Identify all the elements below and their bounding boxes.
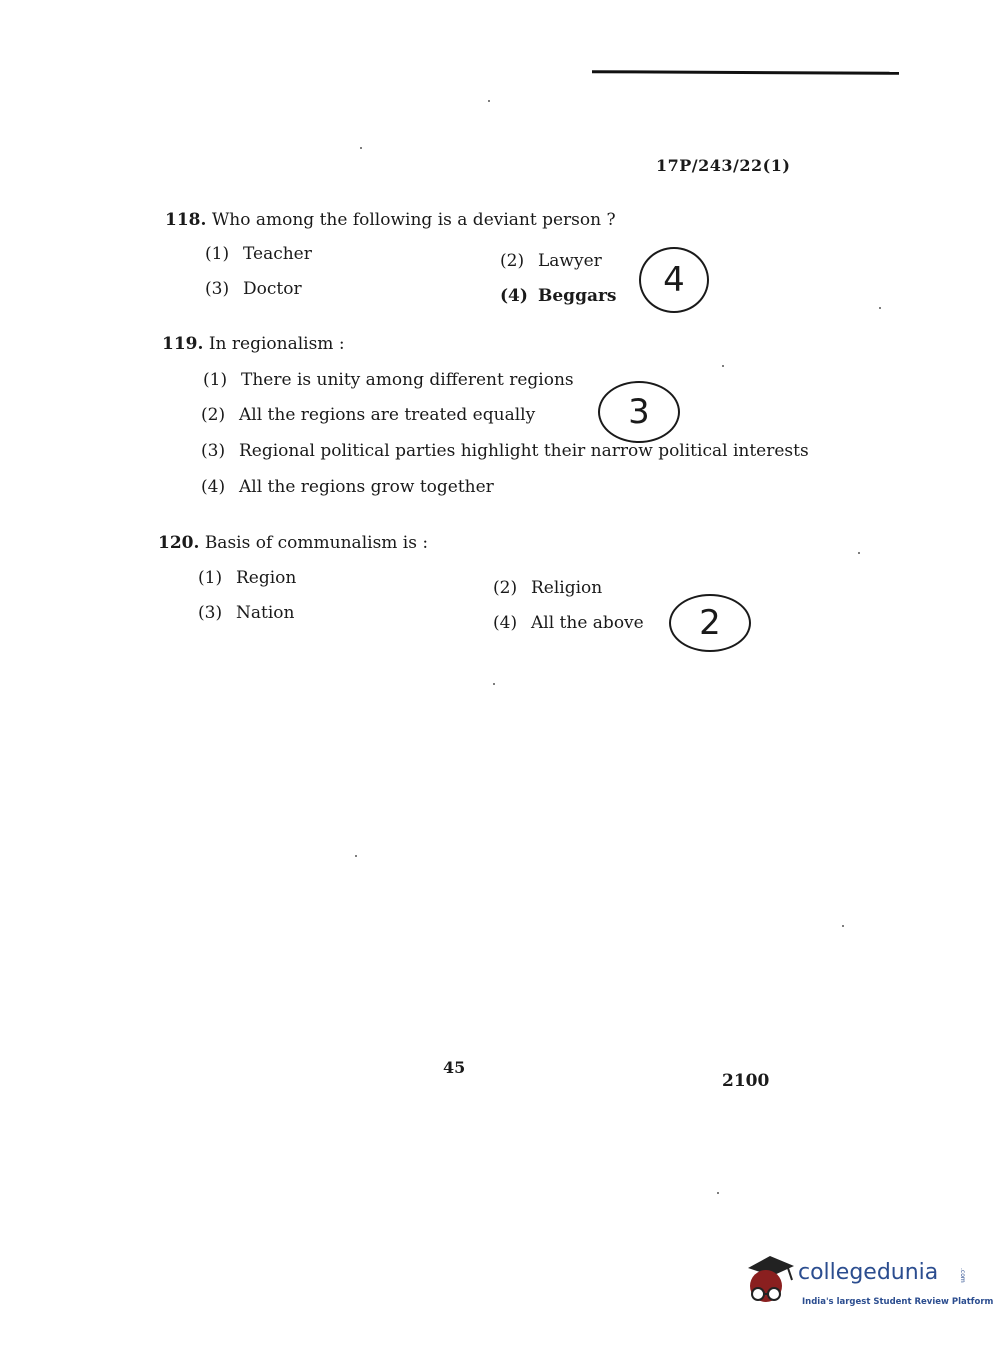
- brand-name: collegedunia: [798, 1260, 939, 1285]
- top-rule: [592, 70, 899, 75]
- option-number: (4): [500, 286, 528, 306]
- option-119-3: [201, 441, 809, 461]
- scan-speck: [355, 855, 357, 857]
- option-text: Lawyer: [538, 251, 602, 271]
- option-text: Beggars: [538, 286, 617, 306]
- option-text: All the regions grow together: [239, 477, 494, 497]
- scan-speck: [879, 307, 881, 309]
- scan-speck: [717, 1192, 719, 1194]
- copy-count: 2100: [722, 1071, 770, 1091]
- option-120-3: [198, 603, 294, 623]
- option-number: (2): [500, 251, 525, 271]
- handwritten-answer-circle: [639, 247, 709, 313]
- question-number: 119.: [162, 334, 204, 354]
- option-text: Regional political parties highlight their narrow political interests: [239, 441, 809, 461]
- option-118-2: [500, 251, 602, 271]
- option-number: (3): [198, 603, 223, 623]
- option-118-3: [205, 279, 302, 299]
- option-118-4: [500, 286, 617, 306]
- question-text: In regionalism :: [208, 334, 345, 354]
- option-text: All the regions are treated equally: [239, 405, 536, 425]
- option-number: (3): [205, 279, 230, 299]
- option-120-1: [198, 568, 296, 588]
- mascot-icon: [742, 1250, 798, 1310]
- option-number: (4): [493, 613, 518, 633]
- scan-speck: [488, 100, 490, 102]
- option-120-4: [493, 613, 644, 633]
- option-text: Region: [236, 568, 297, 588]
- scan-speck: [722, 365, 724, 367]
- option-number: (1): [205, 244, 230, 264]
- option-120-2: [493, 578, 602, 598]
- brand-tagline: India's largest Student Review Platform: [802, 1297, 994, 1307]
- option-text: Religion: [531, 578, 603, 598]
- option-text: There is unity among different regions: [241, 370, 574, 390]
- handwritten-answer-circle: [598, 381, 680, 443]
- option-text: Nation: [236, 603, 295, 623]
- option-number: (1): [198, 568, 223, 588]
- brand-suffix: .com: [959, 1268, 966, 1283]
- option-text: Doctor: [243, 279, 302, 299]
- option-119-2: [201, 405, 535, 425]
- option-119-4: [201, 477, 494, 497]
- handwritten-answer: 4: [663, 260, 685, 300]
- option-text: All the above: [531, 613, 644, 633]
- handwritten-answer-circle: [669, 594, 751, 652]
- question-number: 118.: [165, 210, 207, 230]
- question-text: Who among the following is a deviant person ?: [211, 210, 616, 230]
- scan-speck: [842, 925, 844, 927]
- option-number: (3): [201, 441, 226, 461]
- page-number: 45: [443, 1058, 466, 1077]
- question-text: Basis of communalism is :: [204, 533, 429, 553]
- option-text: Teacher: [243, 244, 312, 264]
- collegedunia-watermark: [742, 1250, 994, 1320]
- handwritten-answer: 3: [628, 392, 650, 432]
- question-number: 120.: [158, 533, 200, 553]
- question-120: [158, 533, 428, 553]
- question-118: [165, 210, 616, 230]
- option-number: (1): [203, 370, 228, 390]
- option-number: (2): [201, 405, 226, 425]
- question-119: [162, 334, 345, 354]
- option-118-1: [205, 244, 312, 264]
- scan-speck: [858, 552, 860, 554]
- scan-speck: [360, 147, 362, 149]
- handwritten-answer: 2: [699, 603, 721, 643]
- option-number: (4): [201, 477, 226, 497]
- option-number: (2): [493, 578, 518, 598]
- option-119-1: [203, 370, 574, 390]
- paper-code: 17P/243/22(1): [656, 156, 791, 175]
- scan-speck: [493, 683, 495, 685]
